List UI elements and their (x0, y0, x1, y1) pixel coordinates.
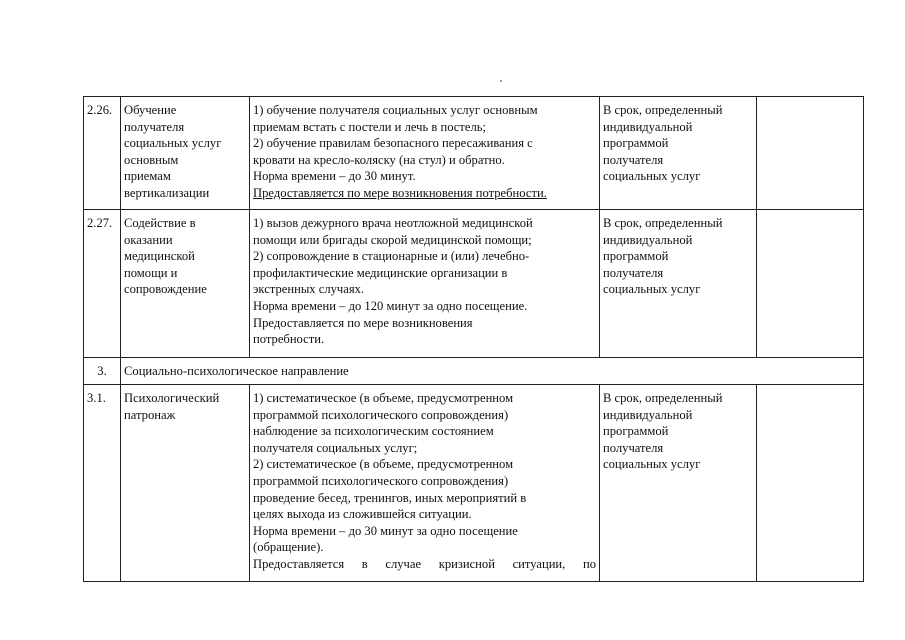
table-row-2-26 (84, 97, 864, 210)
empty-cell (757, 210, 864, 358)
service-content: 1) обучение получателя социальных услуг основным приемам встать с постели и лечь в постель; 2) обучение правилам безопасного пересаживания с кровати на кресло-коляску (на стул) и обратно. Норма времени – до 30 минут. Предоставляется по мере возникновения потребности. (250, 97, 600, 210)
service-term: В срок, определенный индивидуальной программой получателя социальных услуг (600, 210, 757, 358)
row-number: 2.27. (84, 210, 121, 358)
service-content: 1) систематическое (в объеме, предусмотренном программой психологического сопровождения) наблюдение за психологическим состоянием получателя социальных услуг; 2) систематическое (в объеме, предусмотренном программой психологического сопровождения) проведение бесед, тренингов, иных мероприятий в целях выхода из сложившейся ситуации. Норма времени – до 30 минут за одно посещение (обращение). Предоставляется в случае кризисной ситуации, по (250, 385, 600, 582)
service-name: Психологический патронаж (121, 385, 250, 582)
row-number: 2.26. (84, 97, 121, 210)
empty-cell (757, 97, 864, 210)
service-content: 1) вызов дежурного врача неотложной медицинской помощи или бригады скорой медицинской помощи; 2) сопровождение в стационарные и (или) лечебно- профилактические медицинские организации в экстренных случаях. Норма времени – до 120 минут за одно посещение. Предоставляется по мере возникновения потребности. (250, 210, 600, 358)
table-row-3-1 (84, 385, 864, 582)
service-name: Содействие в оказании медицинской помощи и сопровождение (121, 210, 250, 358)
service-term: В срок, определенный индивидуальной программой получателя социальных услуг (600, 385, 757, 582)
service-term: В срок, определенный индивидуальной программой получателя социальных услуг (600, 97, 757, 210)
section-row (84, 358, 864, 385)
table-row-2-27 (84, 210, 864, 358)
empty-cell (757, 385, 864, 582)
service-name: Обучение получателя социальных услуг основным приемам вертикализации (121, 97, 250, 210)
section-title: Социально-психологическое направление (121, 358, 864, 385)
section-number: 3. (84, 358, 121, 385)
row-number: 3.1. (84, 385, 121, 582)
scan-speck (500, 80, 502, 82)
services-table (83, 96, 864, 582)
